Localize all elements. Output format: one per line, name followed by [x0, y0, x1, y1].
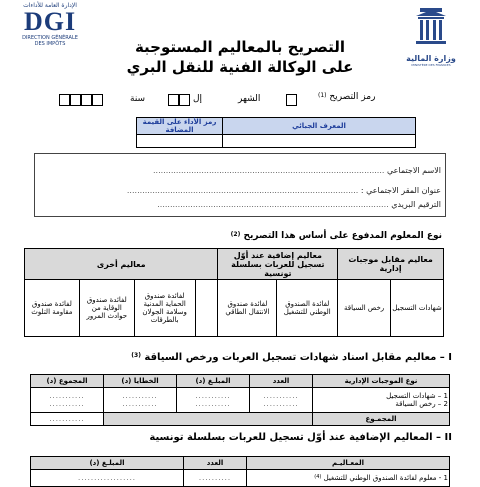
- year-digit-box[interactable]: [70, 94, 81, 106]
- driving-licenses-col[interactable]: رخص السياقة: [338, 280, 391, 337]
- month-digit-box[interactable]: [168, 94, 179, 106]
- dgi-french-line1: DIRECTION GÉNÉRALE: [22, 35, 78, 41]
- section1-note: (3): [131, 352, 141, 359]
- fees-basis-table: [24, 248, 444, 337]
- social-name-dots[interactable]: ...........................................................................................: [153, 166, 385, 175]
- declaration-code-label: رمز التصريح: [329, 92, 376, 102]
- total-cell[interactable]: ........... ...........: [31, 388, 104, 413]
- tax-id-table: [136, 117, 416, 148]
- to-label: إل: [193, 94, 203, 104]
- vat-code-cell[interactable]: [137, 135, 223, 148]
- total-label: المجمـوع: [313, 413, 450, 426]
- year-label: سنة: [130, 94, 146, 104]
- year-digit-box[interactable]: [59, 94, 70, 106]
- amount-cell[interactable]: ........... ...........: [177, 388, 250, 413]
- ministry-arabic-name: وزارة المالية: [406, 54, 456, 63]
- pollution-fund-col[interactable]: لفائدة صندوق مقاومة التلوث: [25, 280, 80, 337]
- blank-col[interactable]: [195, 280, 218, 337]
- extra-fees-header: معاليم إضافية عند أوّل تسجيل للعربات بسلسلة تونسية: [218, 249, 338, 280]
- type-cell: [313, 388, 450, 413]
- ministry-french-name: MINISTÈRE DES FINANCES: [411, 63, 451, 67]
- penalties-col-header: الخطايا (د): [104, 375, 177, 388]
- section1-title: [131, 352, 452, 363]
- penalties-cell[interactable]: ........... ...........: [104, 388, 177, 413]
- employment-fund-col[interactable]: لفائدة الصندوق الوطني للتشغيل: [277, 280, 338, 337]
- year-digit-box[interactable]: [81, 94, 92, 106]
- form-title-line2: على الوكالة الفنية للنقل البري: [126, 58, 354, 76]
- section2-table: [30, 456, 450, 487]
- fees-basis-title: [231, 231, 442, 241]
- dgi-french-line2: DES IMPÔTS: [34, 41, 66, 47]
- energy-transition-fund-col[interactable]: لفائدة صندوق الانتقال الطاقي: [218, 280, 277, 337]
- registration-certificates-col[interactable]: شهادات التسجيل: [391, 280, 444, 337]
- civil-protection-fund-col[interactable]: لفائدة صندوق الحماية المدنية وسلامة الجولان بالطرقات: [134, 280, 195, 337]
- section1-title-text: – معاليم مقابل اسناد شهادات تسجيل العربات ورخص السياقة: [144, 352, 445, 363]
- address-dots[interactable]: ...........................................................................................: [126, 186, 359, 195]
- other-fees-header: معاليم أخرى: [25, 249, 218, 280]
- s2-count-header: العدد: [184, 457, 247, 470]
- fiscal-id-header: المعرف الجبائي: [223, 118, 416, 135]
- declaration-code: [318, 92, 375, 102]
- accident-prevention-fund-col[interactable]: لفائدة صندوق الوقاية من حوادث المرور: [79, 280, 134, 337]
- section2-roman: II: [444, 432, 452, 443]
- section2-title: [149, 432, 452, 443]
- form-title-line1: التصريح بالمعاليم المستوجبة: [134, 38, 346, 56]
- postal-code-label: الترقيم البريدي: [391, 200, 441, 209]
- dgi-arabic-name: الإدارة العامة للأداءات: [23, 2, 77, 9]
- fees-basis-note: (2): [230, 231, 241, 238]
- s2-amount-cell[interactable]: ..................: [31, 470, 184, 487]
- address-row: [41, 186, 441, 195]
- identity-box: [34, 153, 446, 217]
- section2-title-text: – المعاليم الإضافية عند أوّل تسجيل للعربات بسلسلة تونسية: [149, 432, 442, 443]
- total-col-header: المجموع (د): [31, 375, 104, 388]
- s2-row1-cell: [247, 470, 450, 487]
- count-col-header: العدد: [250, 375, 313, 388]
- license-row-label: 2 – رخص السياقة: [395, 400, 448, 408]
- postal-code-dots[interactable]: ...........................................................................................: [157, 200, 389, 209]
- s2-row1-label: 1 - معلوم لفائدة الصندوق الوطني للتشغيل: [323, 474, 448, 482]
- total-filler: [104, 413, 313, 426]
- declaration-code-box[interactable]: [286, 94, 297, 106]
- s2-row1-note: (4): [314, 474, 322, 480]
- count-cell[interactable]: ........... ...........: [250, 388, 313, 413]
- vat-code-header: رمز الأداء على القيمة المضافة: [137, 118, 223, 135]
- s2-fees-header: المعـاليـم: [247, 457, 450, 470]
- registration-row-label: 1 – شهادات التسجيل: [386, 392, 448, 400]
- social-name-label: الاسم الاجتماعي: [386, 166, 441, 175]
- year-boxes: [59, 94, 103, 106]
- year-digit-box[interactable]: [92, 94, 103, 106]
- declaration-code-note: (1): [318, 92, 327, 99]
- ministry-logo: [400, 6, 462, 68]
- type-col-header: نوع الموجبات الإدارية: [313, 375, 450, 388]
- grand-total-cell[interactable]: ...........: [31, 413, 104, 426]
- month-digit-box[interactable]: [179, 94, 190, 106]
- dgi-logo: [10, 2, 90, 47]
- month-boxes: [168, 94, 190, 106]
- dgi-acronym: DGI: [23, 7, 77, 36]
- s2-amount-header: المبلـغ (د): [31, 457, 184, 470]
- postal-code-row: [41, 200, 441, 209]
- amount-col-header: المبلـغ (د): [177, 375, 250, 388]
- address-label: عنوان المقر الاجتماعي :: [360, 186, 441, 195]
- section1-roman: I: [448, 352, 452, 363]
- fiscal-id-cell[interactable]: [223, 135, 416, 148]
- month-label: الشهر: [238, 94, 261, 104]
- section1-table: [30, 374, 450, 426]
- fees-basis-title-text: نوع المعلوم المدفوع على أساس هذا التصريح: [243, 231, 442, 241]
- admin-fees-header: معاليم مقابل موجبات إدارية: [338, 249, 444, 280]
- ministry-building-icon: [400, 6, 462, 50]
- s2-count-cell[interactable]: ..........: [184, 470, 247, 487]
- social-name-row: [41, 166, 441, 175]
